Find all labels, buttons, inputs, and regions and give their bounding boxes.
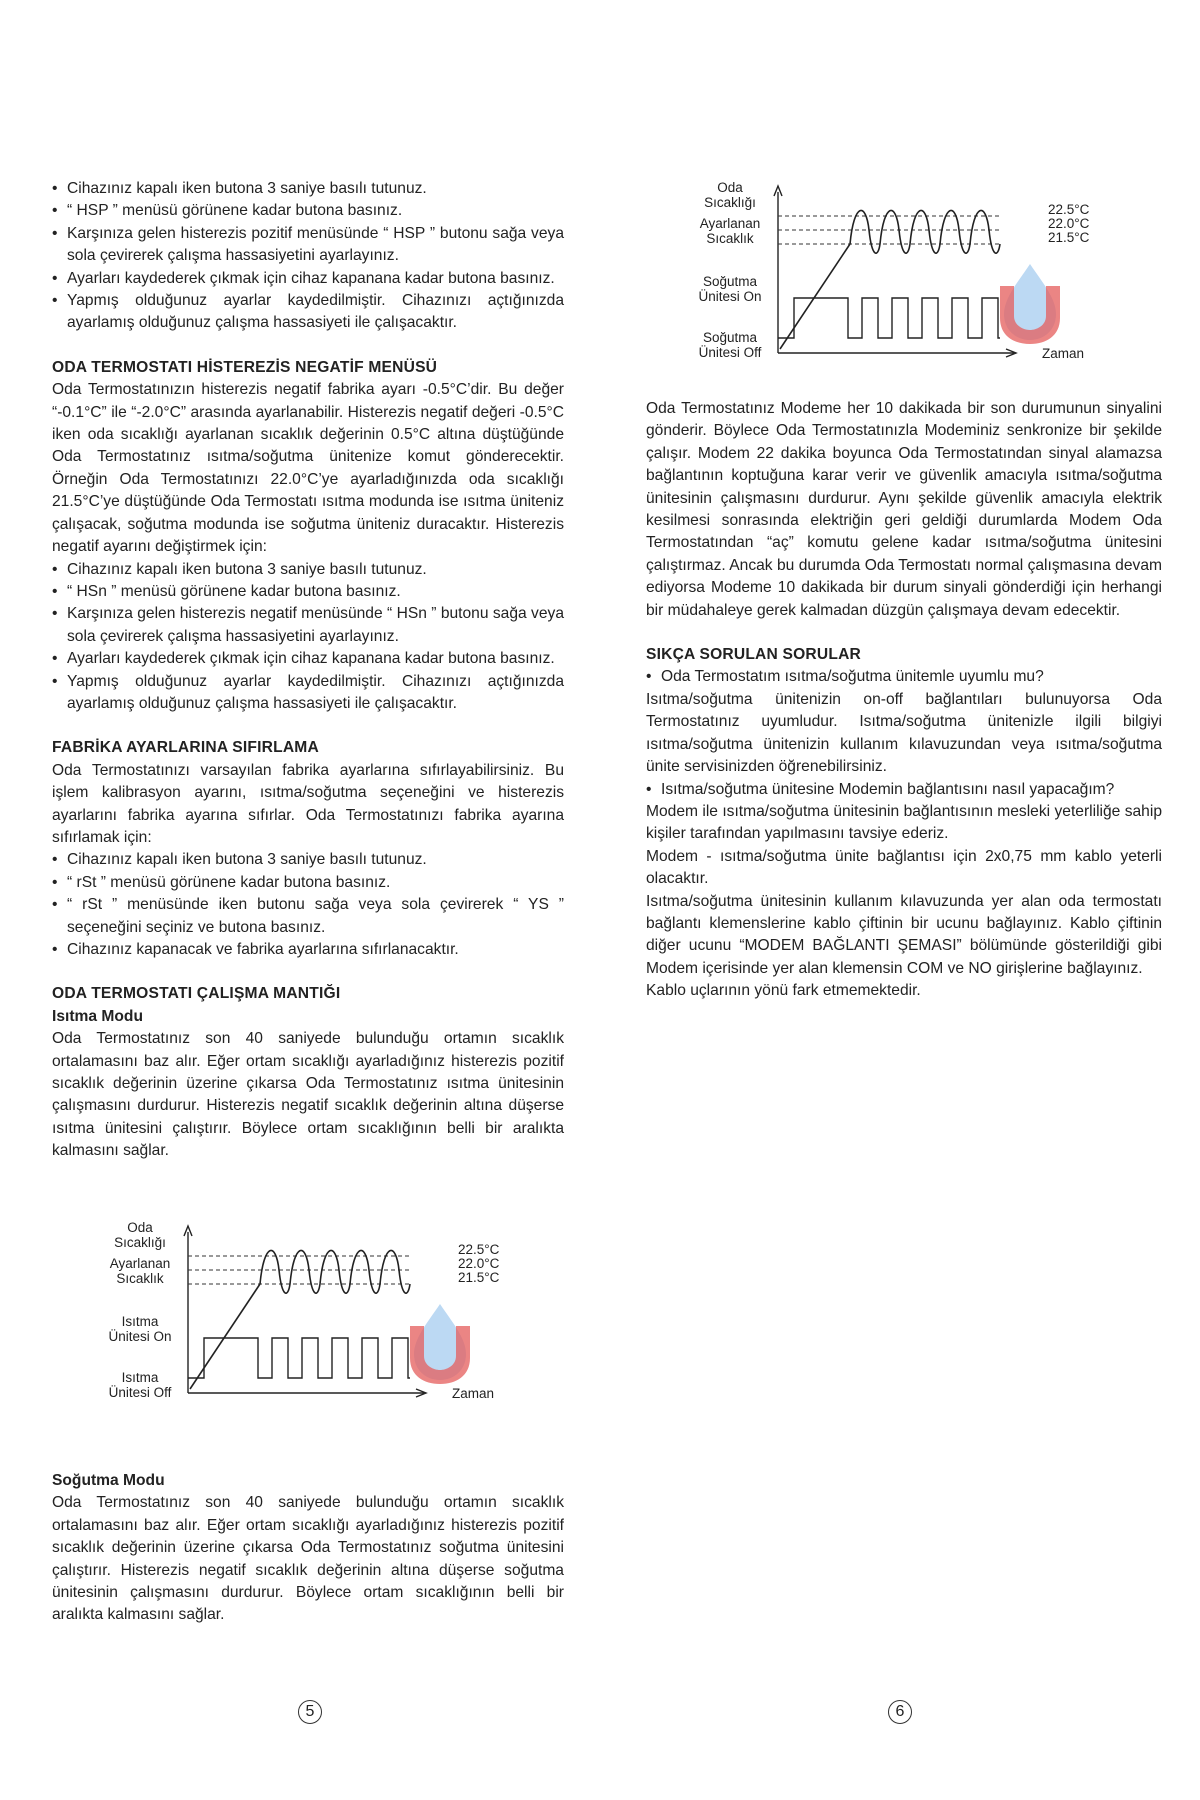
cooling-mode-text: Oda Termostatınız son 40 saniyede bulunduğu ortamın sıcaklık ortalamasını baz alır. Eğer ortam sıcaklığı ayarladığınız histerezis pozitif sıcaklık değerinin üzerine çıkarsa Oda Termostatınız soğutma ünitesini çalıştırır. Histerezis negatif sıcaklık değerinin altına düşerse soğutma ünitesinin çalışmasını durdurur. Böylece ortam sıcaklığının belli bir aralıkta kalmasını sağlar. <box>52 1494 564 1624</box>
list-item: • Cihazınız kapalı iken butona 3 saniye basılı tutunuz. <box>52 178 564 200</box>
faq-question-2 <box>646 779 1162 801</box>
neg-menu-text: Oda Termostatınızın histerezis negatif fabrika ayarı -0.5°C’dir. Bu değer “-0.1°C” ile “-2.0°C” arasında ayarlanabilir. Histerezis negatif değeri -0.5°C iken oda sıcaklığı ayarlanan sıcaklık değerinin 0.5°C altına düştüğünde Oda Termostatınız ısıtma/soğutma ünitenize komut gönderecektir. Örneğin Oda Termostatınızı 22.0°C’ye ayarladığınızda oda sıcaklığı 21.5°C’ye düştüğünde Oda Termostatı ısıtma modunda ise ısıtma üniteniz çalışacak, soğutma modunda ise soğutma üniteniz duracaktır. Histerezis negatif ayarını değiştirmek için: <box>52 381 564 556</box>
temperature-ramp <box>780 244 850 349</box>
level-label-3: 21.5°C <box>458 1270 500 1285</box>
unit-off-label: Isıtma Ünitesi Off <box>108 1370 172 1400</box>
temperature-ramp <box>190 1284 260 1389</box>
level-label-1: 22.5°C <box>1048 202 1090 217</box>
unit-on-label: Soğutma Ünitesi On <box>698 274 762 304</box>
level-label-3: 21.5°C <box>1048 230 1090 245</box>
list-item: • Isıtma/soğutma ünitesine Modemin bağlantısını nasıl yapacağım? <box>646 779 1162 801</box>
left-column <box>52 178 564 1163</box>
cooling-chart-svg <box>690 178 1130 388</box>
hsn-steps-list <box>52 559 564 716</box>
y-axis-title: Oda Sıcaklığı <box>114 1220 166 1250</box>
level-label-2: 22.0°C <box>1048 216 1090 231</box>
watermark-logo <box>1000 264 1060 344</box>
x-axis-label: Zaman <box>1042 346 1085 361</box>
neg-menu-heading: ODA TERMOSTATI HİSTEREZİS NEGATİF MENÜSÜ <box>52 358 438 376</box>
faq-answer-2-part-1: Modem ile ısıtma/soğutma ünitesinin bağlantısının mesleki yeterliliğe sahip kişiler tarafından yapılmasını tavsiye ederiz. <box>646 802 1162 843</box>
watermark-logo <box>410 1304 470 1384</box>
faq-answer-2-part-4: Kablo uçlarının yönü fark etmemektedir. <box>646 982 921 1000</box>
faq-answer-1: Isıtma/soğutma ünitenizin on-off bağlantıları bulunuyorsa Oda Termostatınız uyumludur. Isıtma/soğutma ünitenizle ilgili bilgiyi ısıtma/soğutma ünitenizin kullanım kılavuzundan veya ısıtma/soğutma ünite servisinizden öğrenebilirsiniz. <box>646 690 1162 776</box>
list-item: • Yapmış olduğunuz ayarlar kaydedilmiştir. Cihazınızı açtığınızda ayarlamış olduğunuz çalışma hassasiyeti ile çalışacaktır. <box>52 290 564 335</box>
level-label-2: 22.0°C <box>458 1256 500 1271</box>
list-item: • Cihazınız kapalı iken butona 3 saniye basılı tutunuz. <box>52 559 564 581</box>
y-axis-title: Oda Sıcaklığı <box>704 180 756 210</box>
modem-sync-text: Oda Termostatınız Modeme her 10 dakikada bir son durumunun sinyalini gönderir. Böylece Oda Termostatınızla Modeminiz senkronize bir şekilde çalışır. Modem 22 dakika boyunca Oda Termostatından sinyal alamazsa bağlantının koptuğuna karar verir ve güvenlik amacıyla ısıtma/soğutma ünitesinin çalışmasını durdurur. Aynı şekilde güvenlik amacıyla elektrik kesilmesi sonrasında elektriğin geri geldiği durumlarda Modem Oda Termostatından “aç” komutu gelene kadar ısıtma/soğutma ünitesini çalıştırmaz. Ancak bu durumda Oda Termostatı normal çalışmasına devam ediyorsa Modeme 10 dakikada bir durum sinyali gönderdiği için herhangi bir müdahaleye gerek kalmadan düzgün çalışmaya devam edecektir. <box>646 400 1162 619</box>
heating-mode-text: Oda Termostatınız son 40 saniyede bulunduğu ortamın sıcaklık ortalamasını baz alır. Eğer ortam sıcaklığı ayarladığınız histerezis pozitif sıcaklık değerinin üzerine çıkarsa Oda Termostatınız ısıtma ünitesinin çalışmasını durdurur. Histerezis negatif sıcaklık değerinin altına düşerse ısıtma ünitesini çalıştırır. Böylece ortam sıcaklığının belli bir aralıkta kalmasını sağlar. <box>52 1030 564 1160</box>
list-item: • Ayarları kaydederek çıkmak için cihaz kapanana kadar butona basınız. <box>52 268 564 290</box>
list-item: • Karşınıza gelen histerezis negatif menüsünde “ HSn ” butonu sağa veya sola çevirerek çalışma hassasiyetini ayarlayınız. <box>52 603 564 648</box>
list-item: • Cihazınız kapalı iken butona 3 saniye basılı tutunuz. <box>52 849 564 871</box>
list-item: • “ HSn ” menüsü görünene kadar butona basınız. <box>52 581 564 603</box>
list-item: • Yapmış olduğunuz ayarlar kaydedilmiştir. Cihazınızı açtığınızda ayarlamış olduğunuz çalışma hassasiyeti ile çalışacaktır. <box>52 671 564 716</box>
list-item: • “ rSt ” menüsü görünene kadar butona basınız. <box>52 872 564 894</box>
heating-mode-chart <box>100 1218 540 1433</box>
reset-heading: FABRİKA AYARLARINA SIFIRLAMA <box>52 739 319 757</box>
unit-on-off-signal <box>188 1338 410 1378</box>
page-number-left: 5 <box>298 1700 322 1724</box>
list-item: • “ rSt ” menüsünde iken butonu sağa veya sola çevirerek “ YS ” seçeneğini seçiniz ve butona basınız. <box>52 894 564 939</box>
temperature-curve <box>850 210 1000 253</box>
cooling-mode-section <box>52 1470 564 1627</box>
logic-heading: ODA TERMOSTATI ÇALIŞMA MANTIĞI <box>52 985 341 1003</box>
list-item: • Karşınıza gelen histerezis pozitif menüsünde “ HSP ” butonu sağa veya sola çevirerek çalışma hassasiyetini ayarlayınız. <box>52 223 564 268</box>
list-item: • Oda Termostatım ısıtma/soğutma ünitemle uyumlu mu? <box>646 666 1162 688</box>
page-number-right: 6 <box>888 1700 912 1724</box>
unit-off-label: Soğutma Ünitesi Off <box>698 330 762 360</box>
reset-text: Oda Termostatınızı varsayılan fabrika ayarlarına sıfırlayabilirsiniz. Bu işlem kalibrasyon ayarını, ısıtma/soğutma seçeneğini ve histerezis ayarlarını fabrika ayarına sıfırlar. Oda Termostatınızı fabrika ayarına sıfırlamak için: <box>52 761 564 846</box>
cooling-mode-chart <box>690 178 1130 393</box>
heating-chart-svg <box>100 1218 540 1428</box>
list-item: • “ HSP ” menüsü görünene kadar butona basınız. <box>52 200 564 222</box>
faq-answer-2-part-2: Modem - ısıtma/soğutma ünite bağlantısı için 2x0,75 mm kablo yeterli olacaktır. <box>646 847 1162 888</box>
hsp-steps-list <box>52 178 564 335</box>
list-item: • Ayarları kaydederek çıkmak için cihaz kapanana kadar butona basınız. <box>52 648 564 670</box>
reset-steps-list <box>52 849 564 961</box>
unit-on-label: Isıtma Ünitesi On <box>108 1314 172 1344</box>
faq-heading: SIKÇA SORULAN SORULAR <box>646 646 862 664</box>
cooling-mode-heading: Soğutma Modu <box>52 1472 165 1489</box>
level-label-1: 22.5°C <box>458 1242 500 1257</box>
x-axis-label: Zaman <box>452 1386 495 1401</box>
right-column <box>646 398 1162 1003</box>
set-temperature-label: Ayarlanan Sıcaklık <box>109 1256 171 1286</box>
faq-answer-2-part-3: Isıtma/soğutma ünitesinin kullanım kılavuzunda yer alan oda termostatı bağlantı klemenslerine kablo çiftinin bir ucunu bağlayınız. Kablo çiftinin diğer ucunu “MODEM BAĞLANTI ŞEMASI” bölümünde gösterildiği gibi Modem içerisinde yer alan klemensin COM ve NO girişlerine bağlayınız. <box>646 892 1162 977</box>
temperature-curve <box>260 1250 410 1293</box>
set-temperature-label: Ayarlanan Sıcaklık <box>699 216 761 246</box>
unit-on-off-signal <box>778 298 1000 338</box>
faq-question-1 <box>646 666 1162 688</box>
list-item: • Cihazınız kapanacak ve fabrika ayarlarına sıfırlanacaktır. <box>52 939 564 961</box>
heating-mode-heading: Isıtma Modu <box>52 1007 143 1025</box>
